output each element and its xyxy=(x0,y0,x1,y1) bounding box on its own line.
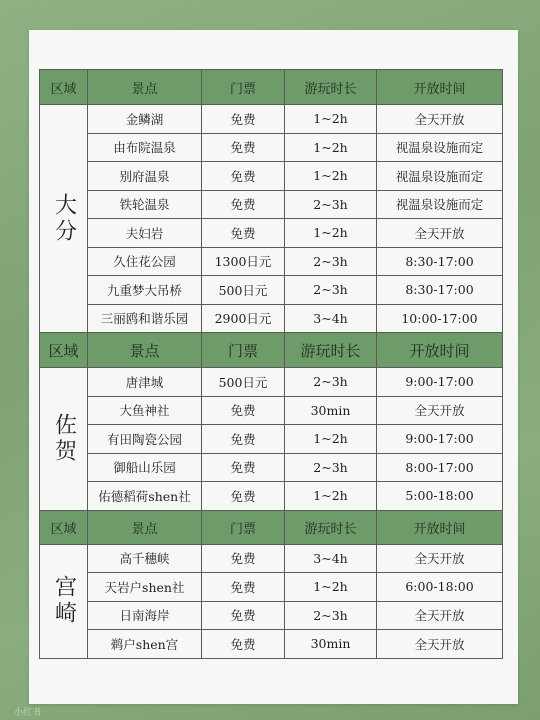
column-header: 开放时间 xyxy=(377,70,503,105)
opening-hours: 全天开放 xyxy=(377,396,503,425)
ticket-price: 1300日元 xyxy=(202,247,285,276)
attraction-name: 三丽鸥和谐乐园 xyxy=(88,304,202,333)
region-label: 宫崎 xyxy=(40,544,88,658)
ticket-price: 免费 xyxy=(202,453,285,482)
visit-duration: 30min xyxy=(285,396,377,425)
opening-hours: 视温泉设施而定 xyxy=(377,133,503,162)
opening-hours: 视温泉设施而定 xyxy=(377,190,503,219)
opening-hours: 8:30-17:00 xyxy=(377,276,503,305)
column-header: 游玩时长 xyxy=(285,70,377,105)
opening-hours: 全天开放 xyxy=(377,544,503,573)
ticket-price: 免费 xyxy=(202,162,285,191)
column-header: 门票 xyxy=(202,70,285,105)
watermark: 小红书 xyxy=(14,708,42,718)
table-row xyxy=(40,162,503,191)
column-header: 游玩时长 xyxy=(285,510,377,544)
visit-duration: 1~2h xyxy=(285,133,377,162)
ticket-price: 免费 xyxy=(202,630,285,659)
table-row xyxy=(40,573,503,602)
opening-hours: 全天开放 xyxy=(377,630,503,659)
opening-hours: 全天开放 xyxy=(377,219,503,248)
table-row xyxy=(40,133,503,162)
table-row xyxy=(40,247,503,276)
visit-duration: 1~2h xyxy=(285,482,377,511)
visit-duration: 30min xyxy=(285,630,377,659)
column-header: 景点 xyxy=(88,510,202,544)
attraction-name: 夫妇岩 xyxy=(88,219,202,248)
visit-duration: 2~3h xyxy=(285,601,377,630)
opening-hours: 9:00-17:00 xyxy=(377,425,503,454)
attraction-name: 久住花公园 xyxy=(88,247,202,276)
column-header: 门票 xyxy=(202,510,285,544)
visit-duration: 2~3h xyxy=(285,453,377,482)
column-header: 景点 xyxy=(88,333,202,368)
ticket-price: 免费 xyxy=(202,105,285,134)
table-row xyxy=(40,544,503,573)
ticket-price: 2900日元 xyxy=(202,304,285,333)
attraction-name: 御船山乐园 xyxy=(88,453,202,482)
opening-hours: 9:00-17:00 xyxy=(377,368,503,397)
table-row xyxy=(40,368,503,397)
table-row xyxy=(40,601,503,630)
ticket-price: 免费 xyxy=(202,425,285,454)
opening-hours: 全天开放 xyxy=(377,105,503,134)
table-row xyxy=(40,396,503,425)
attraction-name: 大鱼神社 xyxy=(88,396,202,425)
attraction-name: 金鳞湖 xyxy=(88,105,202,134)
itinerary-table xyxy=(39,69,503,659)
ticket-price: 免费 xyxy=(202,190,285,219)
column-header: 门票 xyxy=(202,333,285,368)
attraction-name: 由布院温泉 xyxy=(88,133,202,162)
opening-hours: 全天开放 xyxy=(377,601,503,630)
region-label: 大分 xyxy=(40,105,88,333)
column-header: 游玩时长 xyxy=(285,333,377,368)
attraction-name: 有田陶瓷公园 xyxy=(88,425,202,454)
column-header: 开放时间 xyxy=(377,510,503,544)
ticket-price: 500日元 xyxy=(202,368,285,397)
visit-duration: 1~2h xyxy=(285,219,377,248)
opening-hours: 视温泉设施而定 xyxy=(377,162,503,191)
ticket-price: 免费 xyxy=(202,601,285,630)
column-header: 景点 xyxy=(88,70,202,105)
attraction-name: 九重梦大吊桥 xyxy=(88,276,202,305)
column-header: 区域 xyxy=(40,510,88,544)
table-row xyxy=(40,482,503,511)
column-header: 开放时间 xyxy=(377,333,503,368)
attraction-name: 日南海岸 xyxy=(88,601,202,630)
ticket-price: 免费 xyxy=(202,544,285,573)
table-row xyxy=(40,453,503,482)
visit-duration: 1~2h xyxy=(285,573,377,602)
opening-hours: 8:30-17:00 xyxy=(377,247,503,276)
table-row xyxy=(40,276,503,305)
ticket-price: 免费 xyxy=(202,573,285,602)
region-label: 佐贺 xyxy=(40,368,88,511)
ticket-price: 免费 xyxy=(202,219,285,248)
visit-duration: 1~2h xyxy=(285,105,377,134)
visit-duration: 1~2h xyxy=(285,162,377,191)
opening-hours: 6:00-18:00 xyxy=(377,573,503,602)
table-row xyxy=(40,304,503,333)
ticket-price: 免费 xyxy=(202,396,285,425)
column-header: 区域 xyxy=(40,333,88,368)
attraction-name: 别府温泉 xyxy=(88,162,202,191)
visit-duration: 3~4h xyxy=(285,304,377,333)
attraction-name: 唐津城 xyxy=(88,368,202,397)
table-row xyxy=(40,425,503,454)
opening-hours: 5:00-18:00 xyxy=(377,482,503,511)
visit-duration: 2~3h xyxy=(285,247,377,276)
visit-duration: 3~4h xyxy=(285,544,377,573)
table-row xyxy=(40,190,503,219)
visit-duration: 2~3h xyxy=(285,368,377,397)
table-row xyxy=(40,630,503,659)
table-header-row xyxy=(40,70,503,105)
visit-duration: 2~3h xyxy=(285,190,377,219)
opening-hours: 8:00-17:00 xyxy=(377,453,503,482)
visit-duration: 2~3h xyxy=(285,276,377,305)
column-header: 区域 xyxy=(40,70,88,105)
table-row xyxy=(40,219,503,248)
table-header-row xyxy=(40,333,503,368)
ticket-price: 500日元 xyxy=(202,276,285,305)
opening-hours: 10:00-17:00 xyxy=(377,304,503,333)
attraction-name: 铁轮温泉 xyxy=(88,190,202,219)
visit-duration: 1~2h xyxy=(285,425,377,454)
attraction-name: 天岩户shen社 xyxy=(88,573,202,602)
attraction-name: 鹈户shen宫 xyxy=(88,630,202,659)
ticket-price: 免费 xyxy=(202,482,285,511)
ticket-price: 免费 xyxy=(202,133,285,162)
table-header-row xyxy=(40,510,503,544)
attraction-name: 佑德稻荷shen社 xyxy=(88,482,202,511)
table-row xyxy=(40,105,503,134)
attraction-name: 高千穗峡 xyxy=(88,544,202,573)
